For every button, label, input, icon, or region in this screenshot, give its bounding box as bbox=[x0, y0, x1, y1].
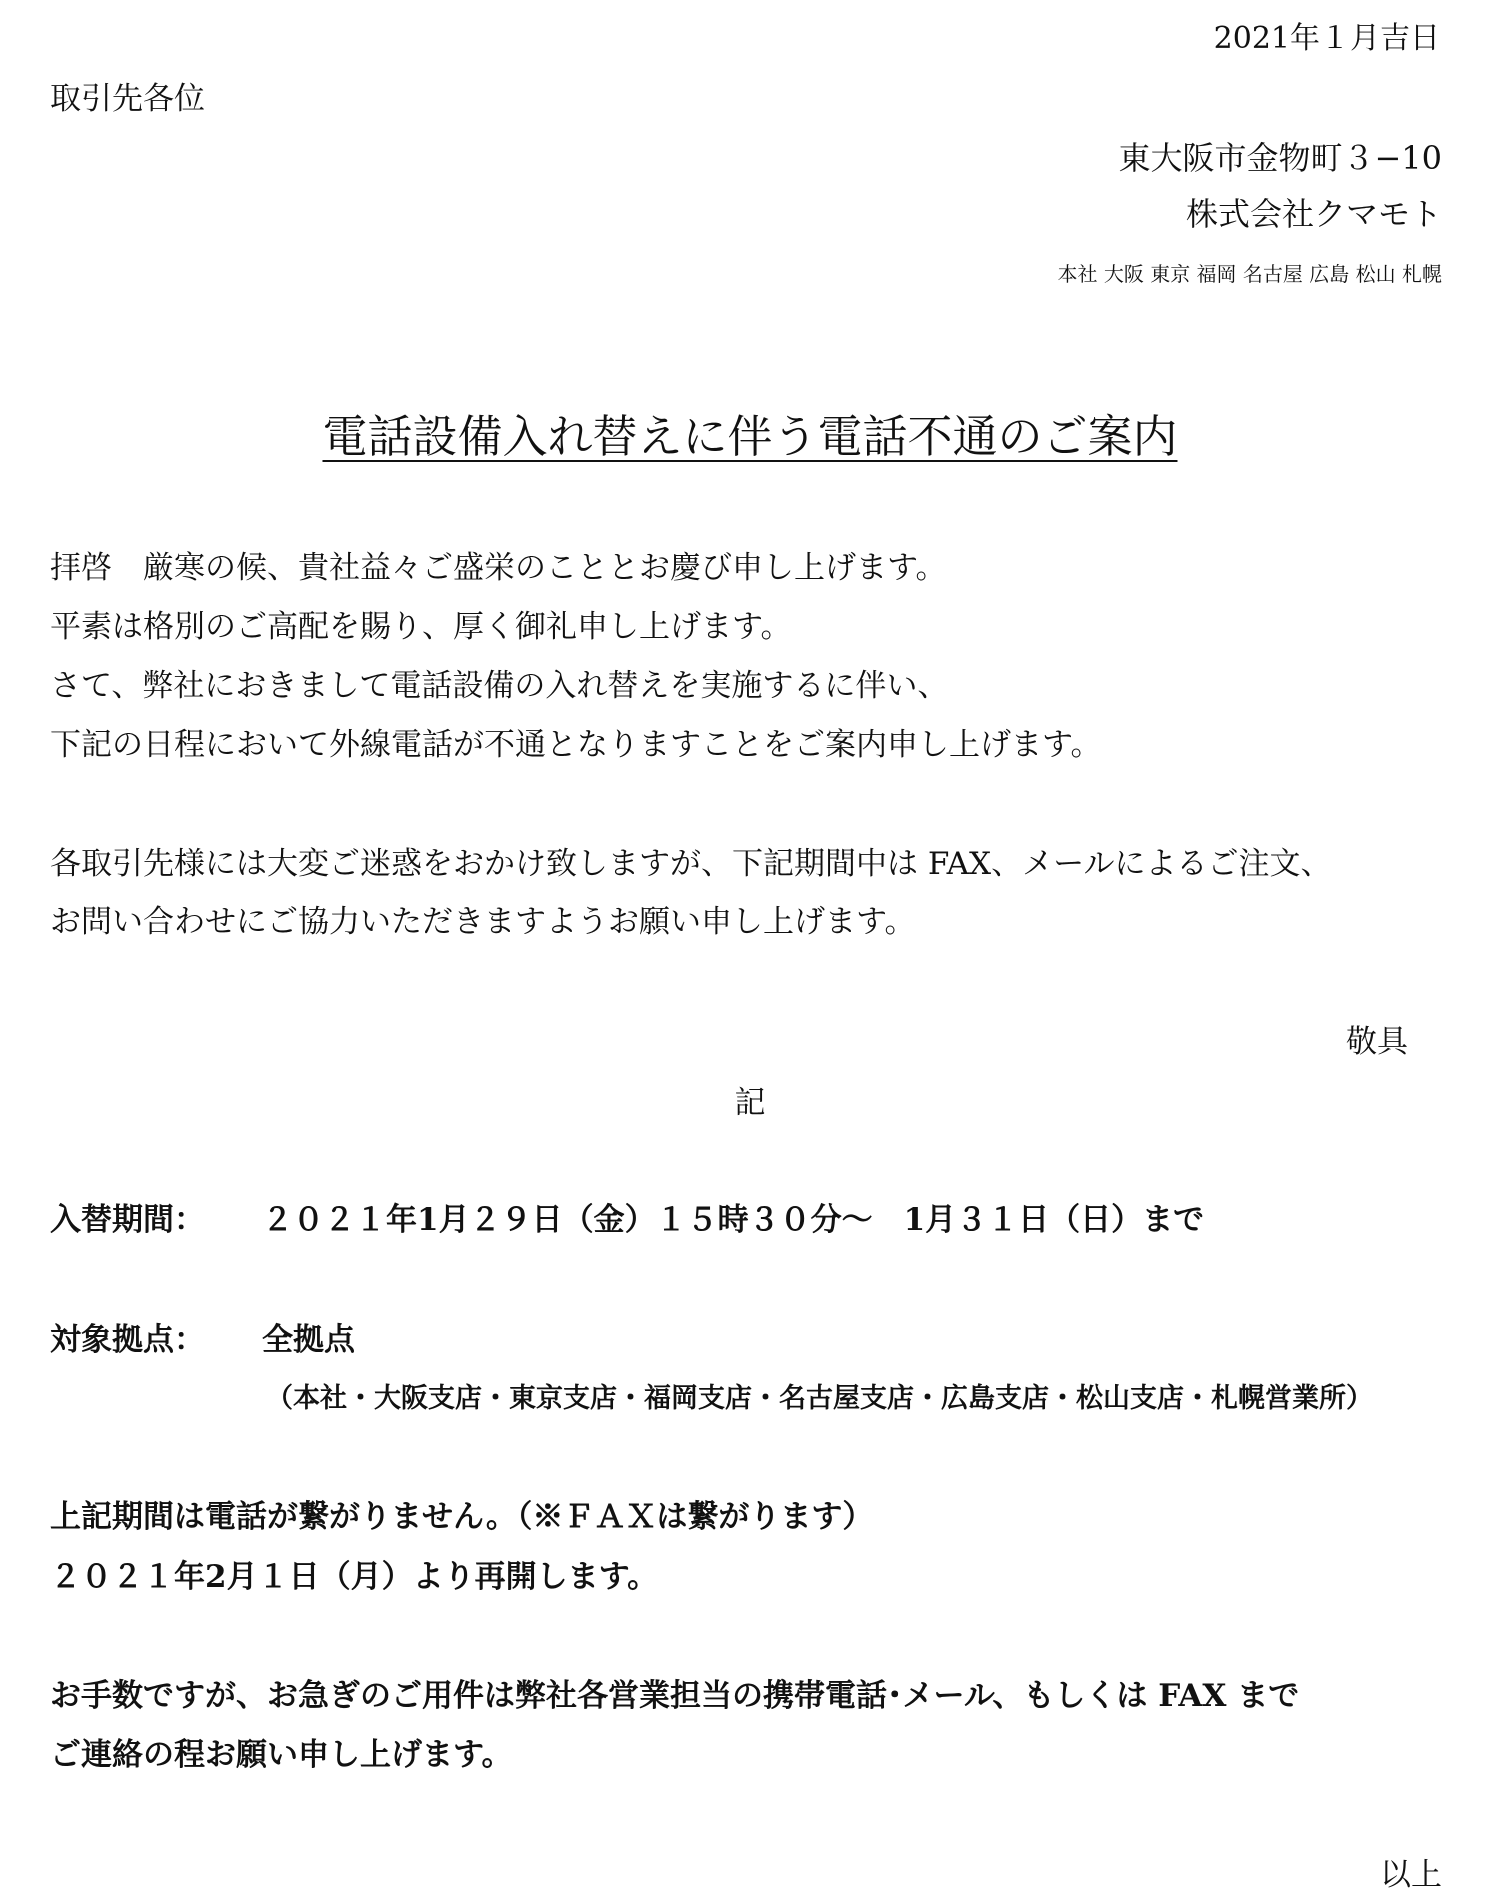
sender-address: 東大阪市金物町３−10 bbox=[1118, 139, 1442, 177]
page-title: 電話設備入れ替えに伴う電話不通のご案内 bbox=[322, 410, 1178, 463]
body-line: お問い合わせにご協力いただきますようお願い申し上げます。 bbox=[50, 904, 916, 940]
ki-heading: 記 bbox=[734, 1085, 766, 1121]
end-ijou: 以上 bbox=[1380, 1857, 1442, 1893]
body-line: 下記の日程において外線電話が不通となりますことをご案内申し上げます。 bbox=[50, 727, 1102, 763]
note-line: ご連絡の程お願い申し上げます。 bbox=[50, 1737, 513, 1773]
document-date: 2021年１月吉日 bbox=[1213, 21, 1440, 56]
office-list: 本社 大阪 東京 福岡 名古屋 広島 松山 札幌 bbox=[1057, 262, 1442, 286]
closing-keigu: 敬具 bbox=[1346, 1024, 1408, 1060]
sender-company: 株式会社クマモト bbox=[1185, 195, 1442, 233]
sites-list: （本社・大阪支店・東京支店・福岡支店・名古屋支店・広島支店・松山支店・札幌営業所） bbox=[266, 1383, 1373, 1414]
note-line: ２０２１年2月１日（月）より再開します。 bbox=[50, 1559, 659, 1595]
period-label: 入替期間： bbox=[50, 1202, 205, 1238]
recipient: 取引先各位 bbox=[50, 81, 205, 117]
sites-label: 対象拠点： bbox=[50, 1322, 205, 1358]
sites-value: 全拠点 bbox=[262, 1322, 355, 1358]
body-line: 各取引先様には大変ご迷惑をおかけ致しますが、下記期間中は FAX、メールによるご注文、 bbox=[50, 846, 1332, 882]
period-value: ２０２１年1月２９日（金）１５時３０分～ 1月３１日（日）まで bbox=[262, 1202, 1205, 1238]
note-line: お手数ですが、お急ぎのご用件は弊社各営業担当の携帯電話･メール、もしくは FAX まで bbox=[50, 1678, 1300, 1714]
body-line: 平素は格別のご高配を賜り、厚く御礼申し上げます。 bbox=[50, 609, 792, 645]
note-line: 上記期間は電話が繋がりません。（※ＦＡＸは繋がります） bbox=[50, 1499, 874, 1535]
body-line: 拝啓 厳寒の候、貴社益々ご盛栄のこととお慶び申し上げます。 bbox=[50, 550, 947, 586]
body-line: さて、弊社におきまして電話設備の入れ替えを実施するに伴い、 bbox=[50, 668, 949, 704]
